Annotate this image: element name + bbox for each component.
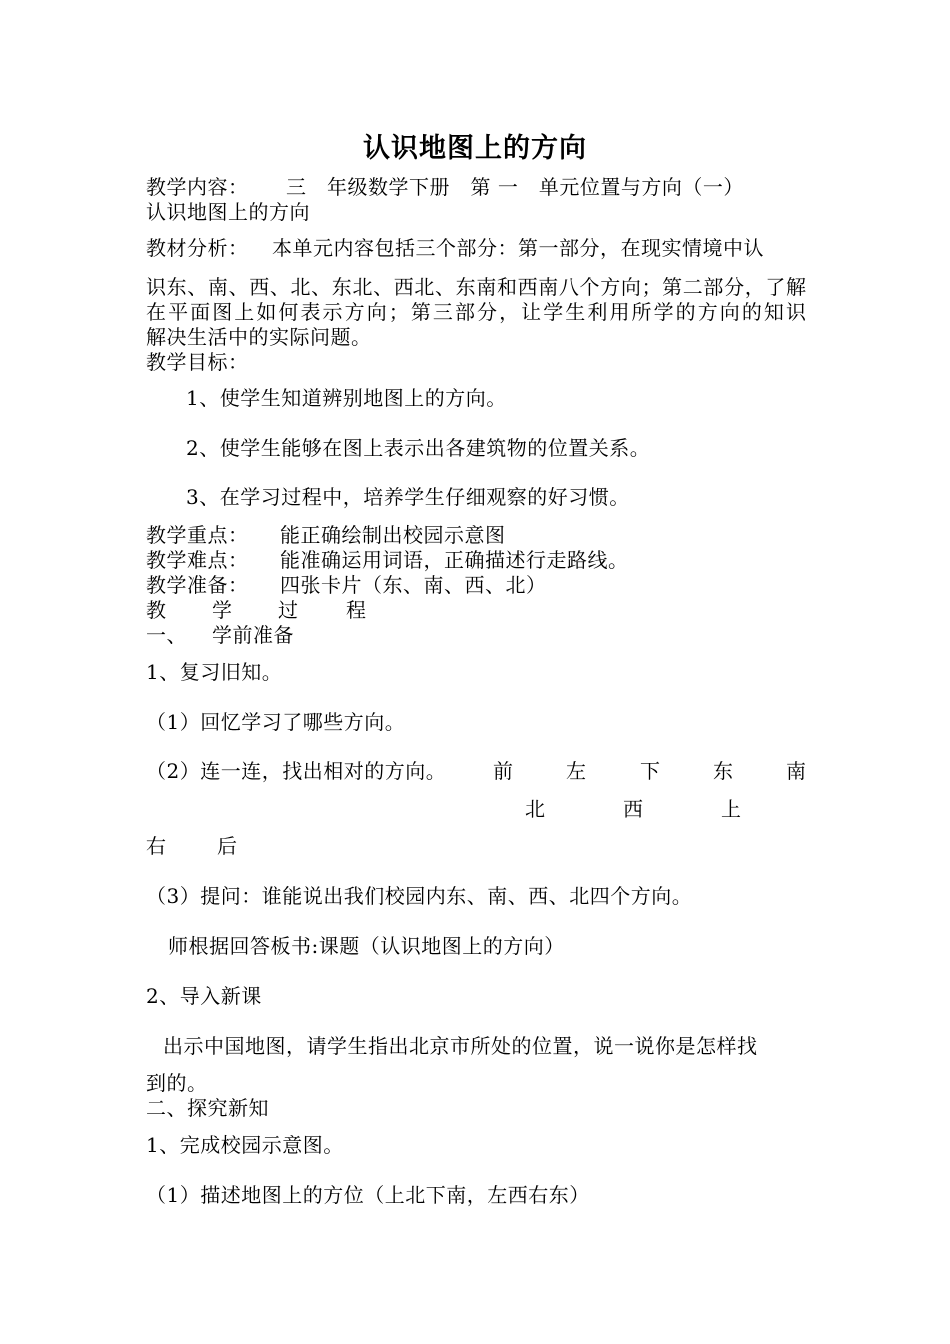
list-item: （2）连一连，找出相对的方向。 (146, 759, 447, 783)
list-item: 2、导入新课 (146, 984, 262, 1008)
direction-word: 下 (640, 759, 660, 783)
direction-word: 右 (146, 834, 166, 858)
direction-word: 南 (786, 759, 806, 783)
direction-word: 前 (493, 759, 513, 783)
list-item: （3）提问：谁能说出我们校园内东、南、西、北四个方向。 (146, 884, 693, 908)
section-number: 一、 (146, 623, 187, 647)
goals-label: 教学目标： (146, 350, 249, 374)
direction-word: 上 (721, 797, 741, 821)
process-heading-char: 程 (346, 598, 366, 622)
direction-word: 北 (525, 797, 545, 821)
list-item: 1、复习旧知。 (146, 660, 283, 684)
list-item: （1）描述地图上的方位（上北下南，左西右东） (146, 1183, 590, 1207)
content-label: 教学内容： (146, 175, 249, 199)
analysis-text-line: 本单元内容包括三个部分：第一部分，在现实情境中认 (272, 236, 764, 260)
analysis-label: 教材分析： (146, 236, 249, 260)
preparation-value: 四张卡片（东、南、西、北） (280, 573, 547, 597)
process-heading-char: 学 (212, 598, 232, 622)
key-point-label: 教学重点： (146, 523, 249, 547)
board-writing-note: 师根据回答板书:课题（认识地图上的方向） (168, 934, 565, 958)
preparation-label: 教学准备： (146, 573, 249, 597)
direction-word: 左 (566, 759, 586, 783)
paragraph-line: 到的。 (146, 1071, 208, 1095)
content-value-continued: 认识地图上的方向 (146, 200, 310, 224)
goal-item: 2、使学生能够在图上表示出各建筑物的位置关系。 (186, 436, 651, 460)
process-heading-char: 教 (146, 598, 166, 622)
paragraph-line: 出示中国地图，请学生指出北京市所处的位置，说一说你是怎样找 (163, 1034, 758, 1058)
page-title: 认识地图上的方向 (363, 133, 587, 164)
analysis-text-line: 在平面图上如何表示方向；第三部分，让学生利用所学的方向的知识 (146, 300, 806, 324)
section-heading: 学前准备 (212, 623, 294, 647)
goal-item: 3、在学习过程中，培养学生仔细观察的好习惯。 (186, 485, 630, 509)
list-item: （1）回忆学习了哪些方向。 (146, 710, 406, 734)
direction-word: 西 (623, 797, 643, 821)
difficulty-value: 能准确运用词语，正确描述行走路线。 (280, 548, 629, 572)
analysis-text-line: 识东、南、西、北、东北、西北、东南和西南八个方向；第二部分，了解 (146, 275, 806, 299)
section-heading: 二、探究新知 (146, 1096, 269, 1120)
difficulty-label: 教学难点： (146, 548, 249, 572)
analysis-text-line: 解决生活中的实际问题。 (146, 325, 372, 349)
direction-word: 东 (713, 759, 733, 783)
key-point-value: 能正确绘制出校园示意图 (280, 523, 506, 547)
process-heading-char: 过 (278, 598, 298, 622)
content-value: 三 年级数学下册 第 一 单元位置与方向（一） (286, 175, 744, 199)
direction-word: 后 (217, 834, 237, 858)
goal-item: 1、使学生知道辨别地图上的方向。 (186, 386, 507, 410)
list-item: 1、完成校园示意图。 (146, 1133, 344, 1157)
